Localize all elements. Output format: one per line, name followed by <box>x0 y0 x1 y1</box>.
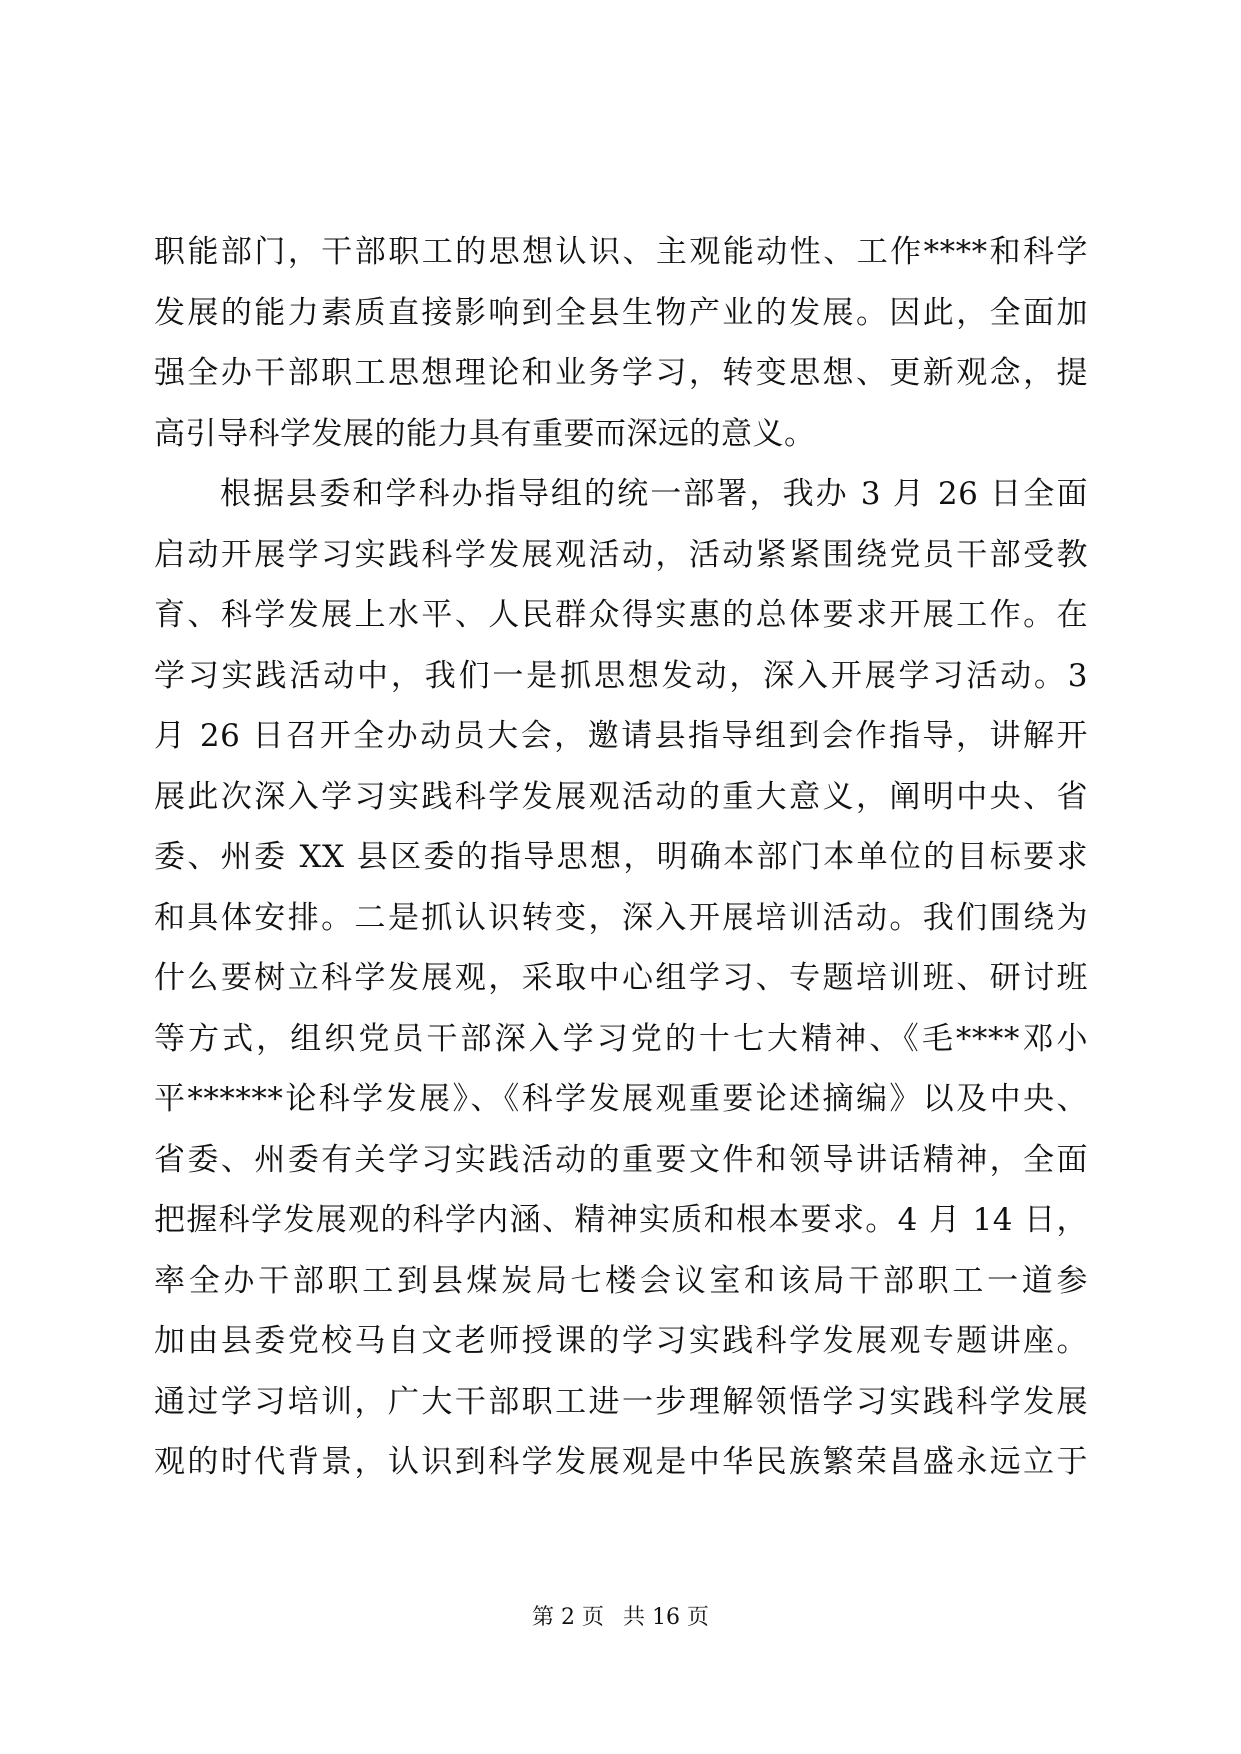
text-line: 高引导科学发展的能力具有重要而深远的意义。 <box>154 415 816 452</box>
text-line: 加由县委党校马自文老师授课的学习实践科学发展观专题讲座。 <box>154 1323 1088 1359</box>
text-line: 发展的能力素质直接影响到全县生物产业的发展。因此，全面加 <box>154 294 1088 331</box>
text-line: 等方式，组织党员干部深入学习党的十七大精神、《毛****邓小 <box>154 1020 1088 1057</box>
text-line: 根据县委和学科办指导组的统一部署，我办 3 月 26 日全面 <box>220 476 1088 512</box>
text-line: 把握科学发展观的科学内涵、精神实质和根本要求。4 月 14 日， <box>154 1202 1088 1238</box>
text-line: 学习实践活动中，我们一是抓思想发动，深入开展学习活动。3 <box>154 657 1088 694</box>
text-line: 和具体安排。二是抓认识转变，深入开展培训活动。我们围绕为 <box>154 899 1088 936</box>
body-text <box>154 222 1088 1493</box>
text-line: 月 26 日召开全办动员大会，邀请县指导组到会作指导，讲解开 <box>154 718 1088 754</box>
page-number: 第 2 页 <box>532 1605 604 1630</box>
text-line: 平******论科学发展》、《科学发展观重要论述摘编》以及中央、 <box>154 1081 1088 1117</box>
text-line: 什么要树立科学发展观，采取中心组学习、专题培训班、研讨班 <box>154 960 1088 996</box>
text-line: 职能部门，干部职工的思想认识、主观能动性、工作****和科学 <box>154 234 1088 270</box>
text-line: 率全办干部职工到县煤炭局七楼会议室和该局干部职工一道参 <box>154 1262 1088 1299</box>
text-line: 委、州委 XX 县区委的指导思想，明确本部门本单位的目标要求 <box>154 839 1088 875</box>
text-line: 育、科学发展上水平、人民群众得实惠的总体要求开展工作。在 <box>154 597 1088 633</box>
page-total: 共 16 页 <box>623 1605 709 1630</box>
page-footer <box>0 1600 1241 1631</box>
text-line: 通过学习培训，广大干部职工进一步理解领悟学习实践科学发展 <box>154 1383 1088 1420</box>
text-line: 启动开展学习实践科学发展观活动，活动紧紧围绕党员干部受教 <box>154 536 1088 573</box>
text-line: 观的时代背景，认识到科学发展观是中华民族繁荣昌盛永远立于 <box>154 1444 1088 1480</box>
text-line: 省委、州委有关学习实践活动的重要文件和领导讲话精神，全面 <box>154 1141 1088 1178</box>
text-line: 强全办干部职工思想理论和业务学习，转变思想、更新观念，提 <box>154 355 1088 391</box>
text-line: 展此次深入学习实践科学发展观活动的重大意义，阐明中央、省 <box>154 778 1088 815</box>
